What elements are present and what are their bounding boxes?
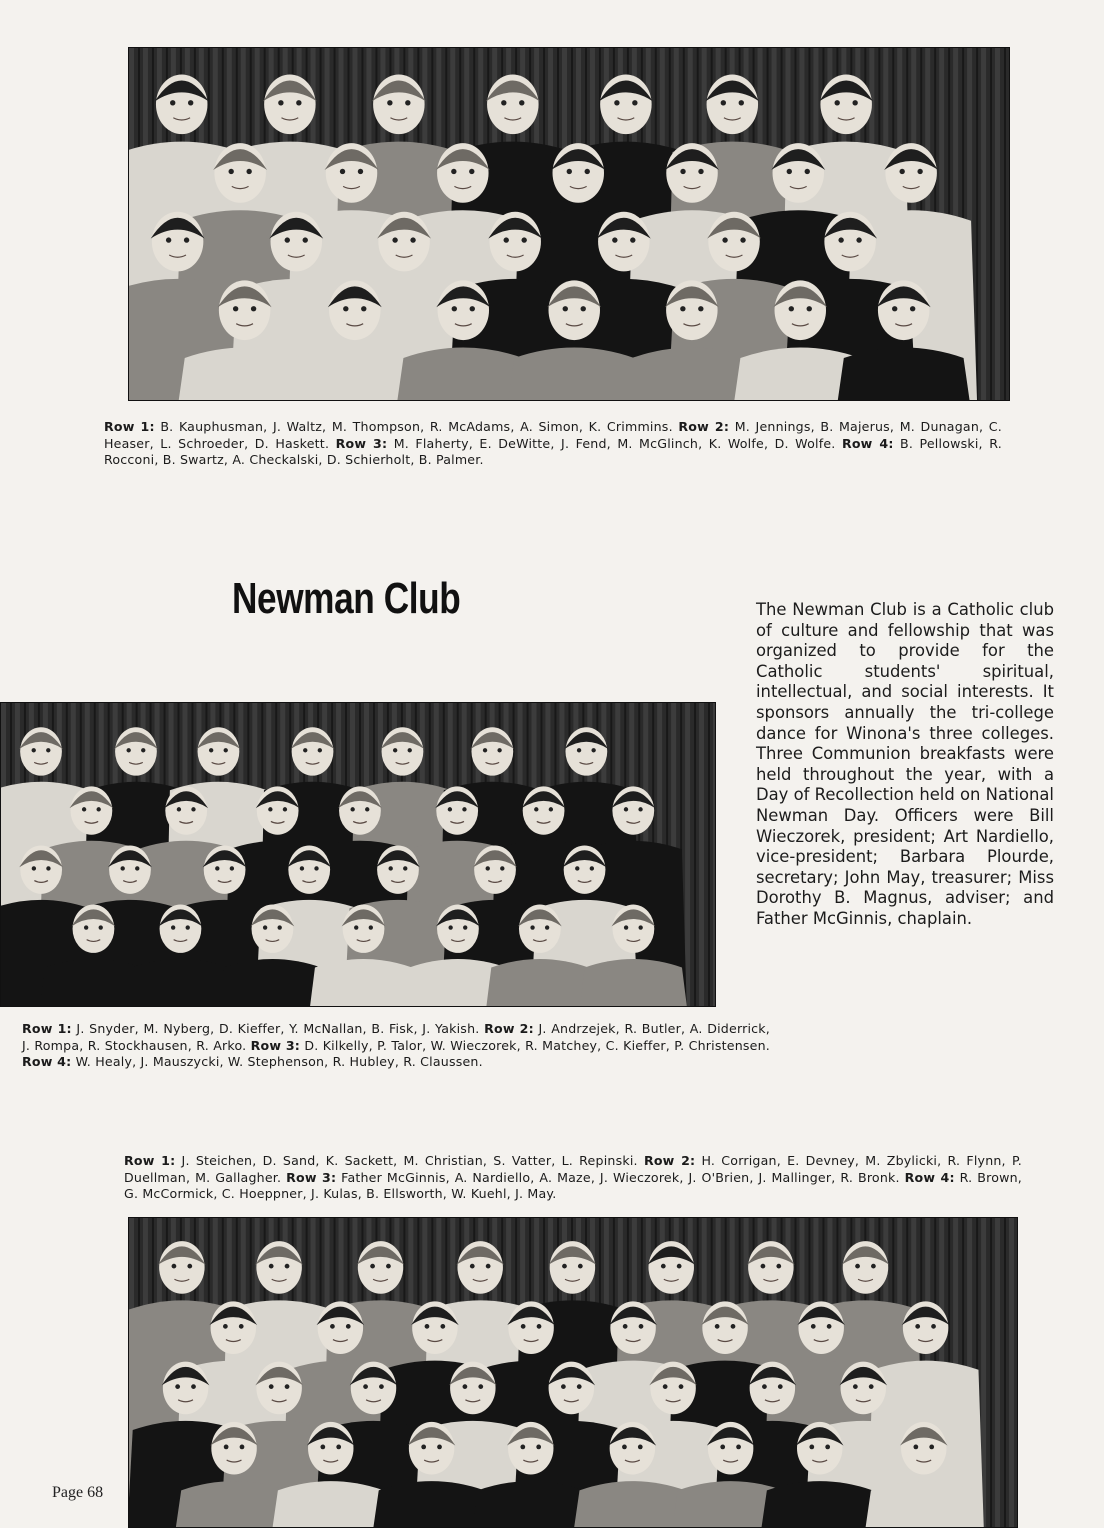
page-title: Newman Club xyxy=(232,574,461,623)
caption-photo-1: Row 1: B. Kauphusman, J. Waltz, M. Thompson, R. McAdams, A. Simon, K. Crimmins. Row 2: M. Jennings, B. Majerus, M. Dunagan, C. Heaser, L. Schroeder, D. Haskett. Row 3: M. Flaherty, E. DeWitte, J. Fend, M. McGlinch, K. Wolfe, D. Wolfe. Row 4: B. Pellowski, R. Rocconi, B. Swartz, A. Checkalski, D. Schierholt, B. Palmer. xyxy=(104,419,1002,467)
group-photo-1-image xyxy=(129,48,1009,400)
caption-photo-2: Row 1: J. Snyder, M. Nyberg, D. Kieffer, Y. McNallan, B. Fisk, J. Yakish. Row 2: J. Andrzejek, R. Butler, A. Diderrick, J. Rompa, R. Stockhausen, R. Arko. Row 3: D. Kilkelly, P. Talor, W. Wieczorek, R. Matchey, C. Kieffer, P. Christensen. Row 4: W. Healy, J. Mauszycki, W. Stephenson, R. Hubley, R. Claussen. xyxy=(22,1021,770,1069)
group-photo-3 xyxy=(128,1217,1018,1528)
group-photo-3-image xyxy=(129,1218,1017,1527)
group-photo-1 xyxy=(128,47,1010,401)
group-photo-2 xyxy=(0,702,716,1007)
page-number: Page 68 xyxy=(52,1484,104,1501)
group-photo-2-image xyxy=(1,703,715,1006)
caption-photo-3: Row 1: J. Steichen, D. Sand, K. Sackett, M. Christian, S. Vatter, L. Repinski. Row 2: H. Corrigan, E. Devney, M. Zbylicki, R. Flynn, P. Duellman, M. Gallagher. Row 3: Father McGinnis, A. Nardiello, A. Maze, J. Wieczorek, J. O'Brien, J. Mallinger, R. Bronk. Row 4: R. Brown, G. McCormick, C. Hoeppner, J. Kulas, B. Ellsworth, W. Kuehl, J. May. xyxy=(124,1153,1022,1201)
club-description: The Newman Club is a Catholic club of culture and fellowship that was organized to provide for the Catholic students' spiritual, intellectual, and social interests. It sponsors annually the tri-college dance for Winona's three colleges. Three Communion breakfasts were held throughout the year, with a Day of Recollection held on National Newman Day. Officers were Bill Wieczorek, president; Art Nardiello, vice-president; Barbara Plourde, secretary; John May, treasurer; Miss Dorothy B. Magnus, adviser; and Father McGinnis, chaplain. xyxy=(756,600,1054,928)
